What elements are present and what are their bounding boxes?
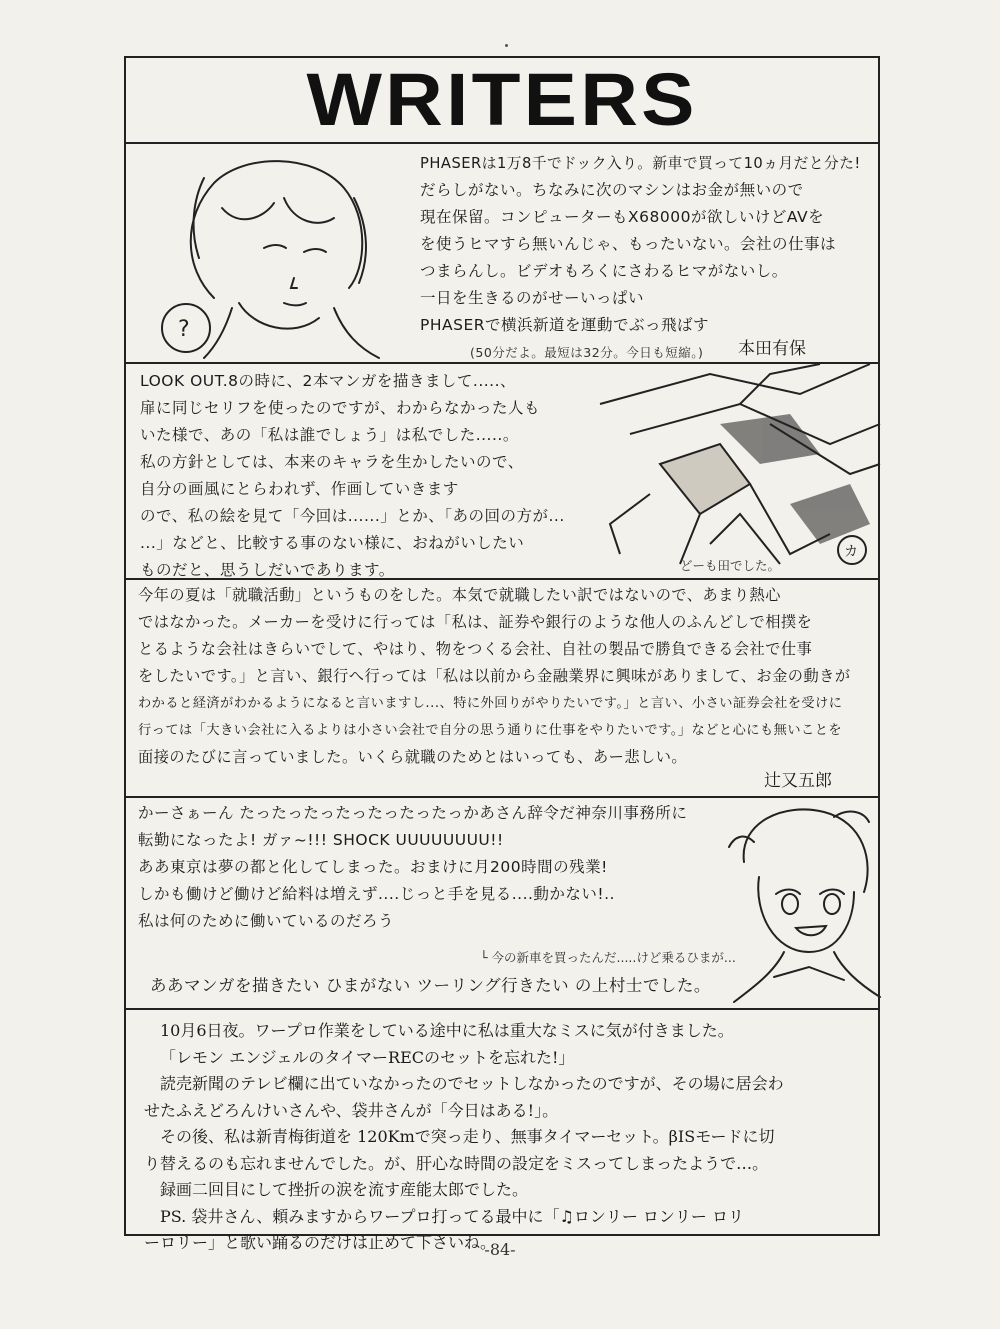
panel-4-text	[138, 800, 687, 935]
signature: 辻又五郎	[764, 771, 832, 791]
text-line: 転勤になったよ! ガァ~!!! SHOCK UUUUUUUU!!	[138, 831, 504, 849]
text-line: 自分の画風にとらわれず、作画していきます	[140, 480, 459, 498]
signature: 本田有保	[738, 339, 806, 359]
girl-portrait-illustration	[144, 148, 414, 360]
text-line: 行っては「大きい会社に入るよりは小さい会社で自分の思う通りに仕事をやりたいです。」などと心にも無いことを	[138, 723, 843, 738]
text-line: をしたいです。」と言い、銀行へ行っては「私は以前から金融業界に興味がありまして、お金の動きが	[138, 667, 851, 685]
writer-panel-1	[124, 144, 880, 364]
text-line: り替えるのも忘れませんでした。が、肝心な時間の設定をミスってしまったようで…。	[144, 1153, 769, 1173]
writer-panel-2	[124, 364, 880, 580]
text-line: 「レモン エンジェルのタイマーRECのセットを忘れた!」	[160, 1047, 575, 1067]
aside-note: └ 今の新車を買ったんだ.....けど乗るひまが...	[480, 950, 736, 965]
text-line: かーさぁーん たったったったったったったっかあさん辞令だ神奈川事務所に	[138, 804, 688, 822]
writer-panel-4	[124, 798, 880, 1010]
author-badge	[838, 536, 866, 564]
text-line: 今年の夏は「就職活動」というものをした。本気で就職したい訳ではないので、あまり熱心	[138, 586, 781, 604]
text-line: 一日を生きるのがせーいっぱい	[420, 289, 645, 307]
text-line: とるような会社はきらいでして、やはり、物をつくる会社、自社の製品で勝負できる会社で仕事	[138, 640, 813, 658]
text-line: ので、私の絵を見て「今回は......」とか、「あの回の方が...	[140, 507, 565, 525]
page-title: WRITERS	[306, 57, 698, 141]
closing-line: ああマンガを描きたい ひまがない ツーリング行きたい の上村士でした。	[150, 976, 711, 995]
text-line: 私の方針としては、本来のキャラを生かしたいので、	[140, 453, 524, 471]
text-line: 私は何のために働いているのだろう	[138, 912, 395, 930]
text-line: いた様で、あの「私は誰でしょう」は私でした.....。	[140, 426, 519, 444]
text-line: ああ東京は夢の都と化してしまった。おまけに月200時間の残業!	[138, 858, 608, 876]
text-line: しかも働けど働けど給料は増えず....じっと手を見る....動かない!..	[138, 885, 615, 903]
text-line: PS. 袋井さん、頼みますからワープロ打ってる最中に「♫ロンリー ロンリー ロリ	[160, 1206, 745, 1226]
svg-text:カ: カ	[844, 544, 858, 560]
text-line: せたふえどろんけいさんや、袋井さんが「今日はある!」。	[144, 1100, 559, 1120]
text-line: LOOK OUT.8の時に、2本マンガを描きまして.....、	[140, 372, 517, 390]
text-line: 扉に同じセリフを使ったのですが、わからなかった人も	[140, 399, 541, 417]
text-line: PHASERは1万8千でドック入り。新車で買って10ヵ月だと分た!	[420, 155, 861, 172]
text-line: わかると経済がわかるようになると言いますし...、特に外回りがやりたいです。」と言い、小さい証券会社を受けに	[138, 696, 843, 711]
text-line: つまらんし。ビデオもろくにさわるヒマがないし。	[420, 262, 788, 280]
text-line: その後、私は新青梅街道を 120Kmで突っ走り、無事タイマーセット。βISモードに切	[160, 1127, 775, 1146]
text-line: 現在保留。コンピューターもX68000が欲しいけどAVを	[420, 208, 825, 226]
girl-character-illustration	[714, 802, 880, 1008]
text-line: ものだと、思うしだいであります。	[140, 561, 395, 579]
signature: どーも田でした。	[680, 558, 781, 573]
writer-panel-3	[124, 580, 880, 798]
text-line: ...」などと、比較する事のない様に、おねがいしたい	[140, 534, 525, 552]
text-line: を使うヒマすら無いんじゃ、もったいない。会社の仕事は	[420, 235, 837, 253]
text-line: 読売新聞のテレビ欄に出ていなかったのでセットしなかったのですが、その場に居会わ	[160, 1074, 784, 1093]
text-line: PHASERで横浜新道を運動でぶっ飛ばす	[420, 316, 710, 334]
text-line: 面接のたびに言っていました。いくら就職のためとはいっても、あー悲しい。	[138, 748, 688, 766]
text-line: ーロリー」と歌い踊るのだけは止めて下さいね。	[144, 1233, 497, 1252]
print-mark	[505, 44, 508, 47]
panel-2-text	[140, 368, 565, 584]
text-line: 10月6日夜。ワープロ作業をしている途中に私は重大なミスに気が付きました。	[160, 1021, 734, 1040]
header	[124, 56, 880, 144]
speech-bubble	[162, 304, 210, 352]
robot-mecha-illustration	[590, 364, 880, 580]
panel-3-text	[138, 582, 851, 771]
text-line: 録画二回目にして挫折の涙を流す産能太郎でした。	[160, 1180, 529, 1199]
aside-note: (50分だよ。最短は32分。今日も短縮。)	[470, 345, 704, 360]
text-line: ではなかった。メーカーを受けに行っては「私は、証券や銀行のような他人のふんどしで相撲を	[138, 613, 813, 631]
text-line: だらしがない。ちなみに次のマシンはお金が無いので	[420, 181, 804, 199]
svg-text:?: ?	[178, 317, 190, 342]
panel-5-text	[144, 1018, 864, 1257]
page-number: -84-	[484, 1240, 516, 1259]
